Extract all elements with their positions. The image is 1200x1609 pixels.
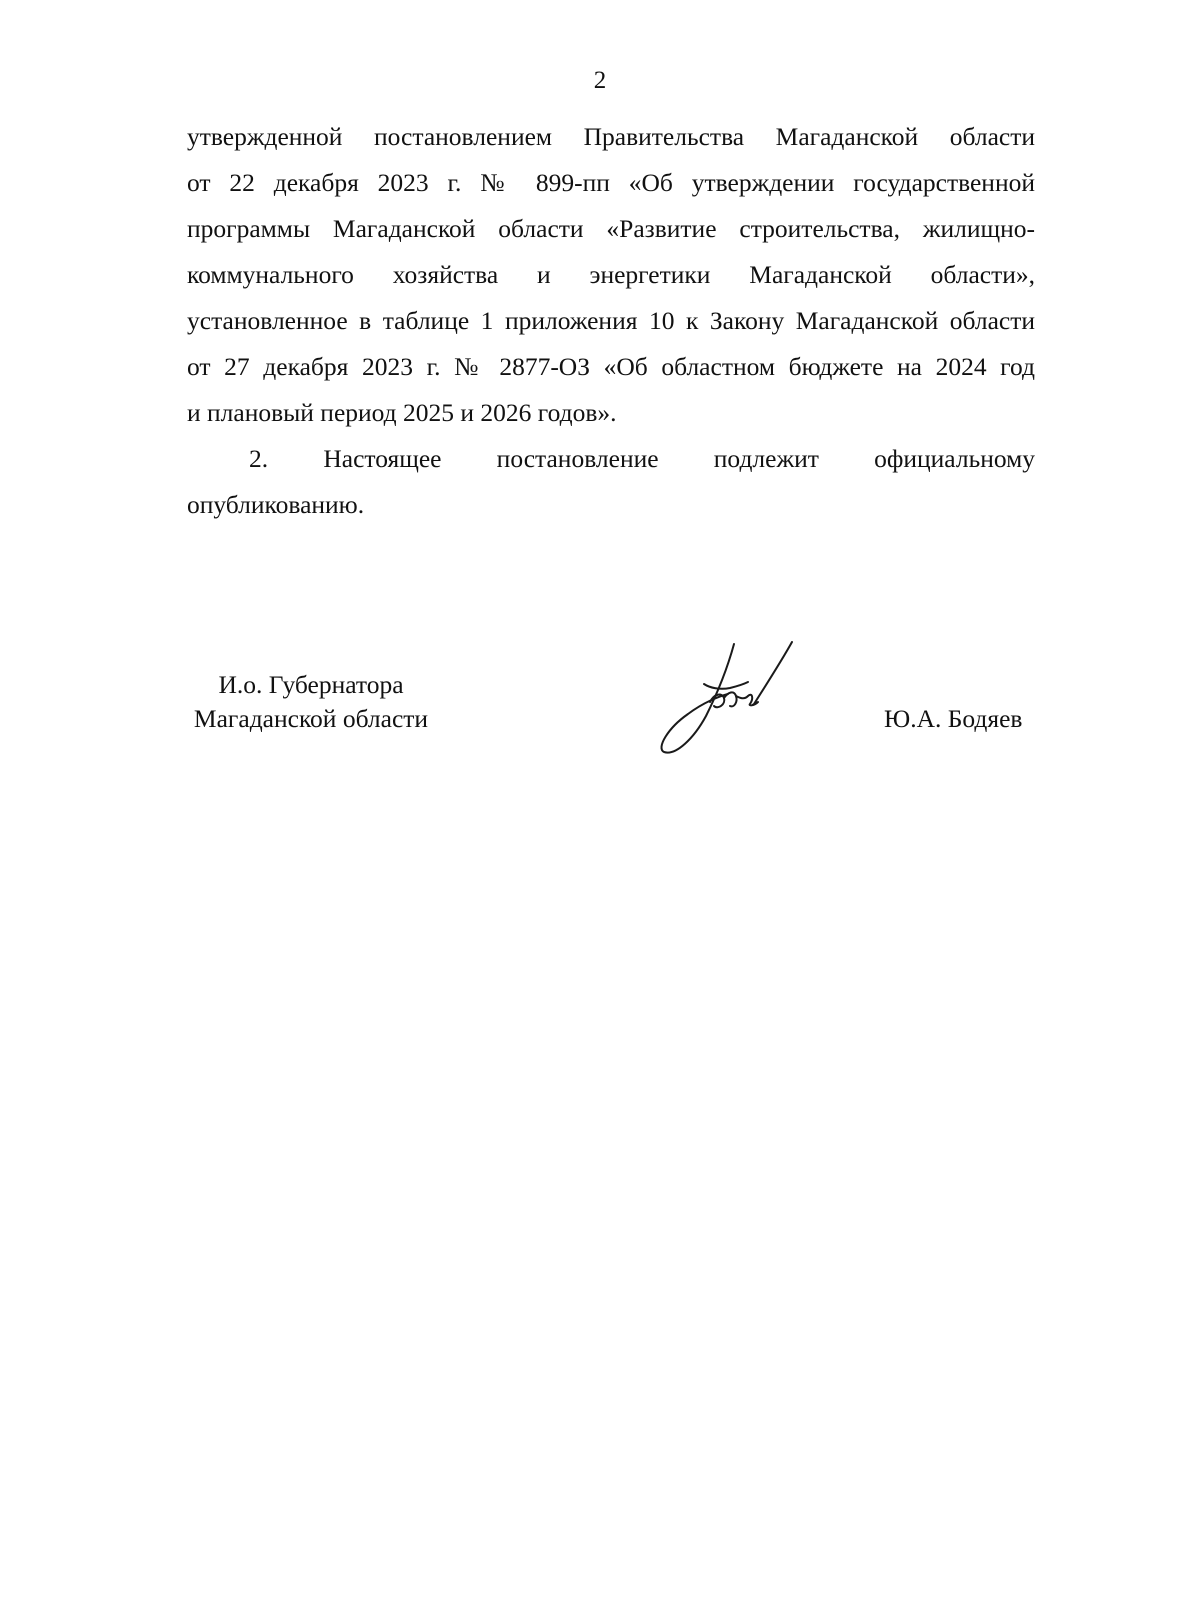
paragraph-line: коммунального хозяйства и энергетики Магаданской области», [187, 260, 1035, 289]
document-body [187, 114, 1035, 528]
signature-block [0, 668, 1200, 778]
paragraph-line: утвержденной постановлением Правительства Магаданской области [187, 122, 1035, 151]
paragraph-line: опубликованию. [187, 490, 365, 519]
signer-name: Ю.А. Бодяев [884, 704, 1023, 733]
paragraph-line: программы Магаданской области «Развитие строительства, жилищно- [187, 214, 1035, 243]
signer-position-line: Магаданской области [193, 704, 429, 733]
paragraph-1 [187, 114, 1035, 436]
signer-position [186, 668, 436, 736]
paragraph-line: и плановый период 2025 и 2026 годов». [187, 398, 617, 427]
paragraph-line: от 27 декабря 2023 г. № 2877-ОЗ «Об областном бюджете на 2024 год [187, 352, 1035, 381]
page-number: 2 [593, 67, 607, 94]
paragraph-line: установленное в таблице 1 приложения 10 к Закону Магаданской области [187, 306, 1035, 335]
paragraph-line: 2. Настоящее постановление подлежит официальному [249, 444, 1035, 473]
handwritten-signature [654, 640, 804, 760]
paragraph-line: от 22 декабря 2023 г. № 899-пп «Об утверждении государственной [187, 168, 1035, 197]
signer-position-line: И.о. Губернатора [218, 670, 404, 699]
paragraph-2 [187, 436, 1035, 528]
